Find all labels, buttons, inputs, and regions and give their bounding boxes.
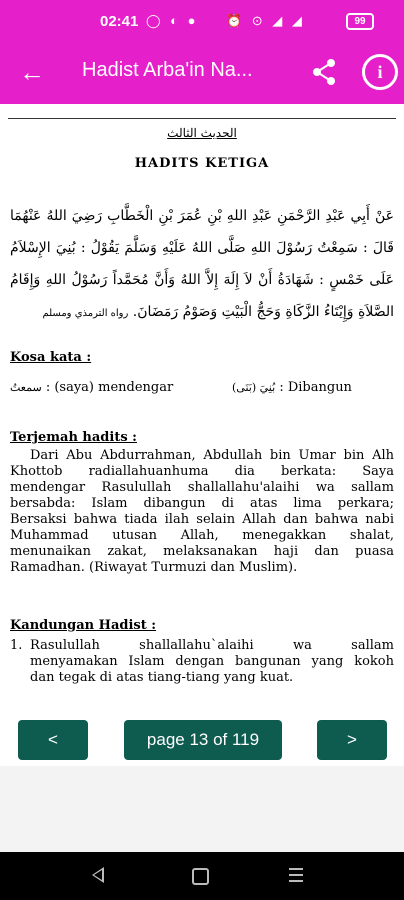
app-bar <box>0 42 404 104</box>
terjemah-heading: Terjemah hadits : <box>10 430 137 445</box>
kandungan-line: dan tegak di atas tiang-tiang yang kuat. <box>30 670 294 685</box>
vocab-meaning: : Dibangun <box>279 380 352 395</box>
kandungan-line: Rasulullah shallallahu`alaihi wa sallam <box>30 638 394 653</box>
empty-area <box>0 766 404 852</box>
info-icon[interactable]: i <box>362 54 398 90</box>
terjemah-line: Ramadhan. (Riwayat Turmuzi dan Muslim). <box>10 560 298 575</box>
nav-home-icon[interactable] <box>192 868 209 885</box>
page-indicator-button[interactable]: page 13 of 119 <box>124 720 282 760</box>
share-icon[interactable] <box>306 54 342 90</box>
arabic-narrator: رواه الترمذي ومسلم <box>42 308 129 319</box>
back-arrow-icon[interactable]: ← <box>19 57 45 87</box>
kandungan-list <box>10 638 394 686</box>
system-status-icons: ⏰ ⊙ ◢ ◢ <box>226 13 305 28</box>
terjemah-line: Bersaksi bahwa tiada ilah selain Allah dan bahwa nabi <box>10 512 394 527</box>
prev-page-button[interactable]: < <box>18 720 88 760</box>
arabic-hadith-body: عَنْ أَبِي عَبْدِ الرَّحْمَنِ عَبْدِ اللهِ بْنِ عُمَرَ بْنِ الْخَطَّابِ رَضِيَ اللهُ عَنْهُمَا قَالَ : سَمِعْتُ رَسُوْلَ اللهِ صَلَّى اللهُ عَلَيْهِ وَسَلَّمَ يَقُوْلُ : بُنِيَ الإِسْلاَمُ عَلَى خَمْسٍ : شَهَادَةُ أَنْ لاَ إِلَهَ إِلاَّ اللهُ وَأَنَّ مُحَمَّداً رَسُوْلُ اللهِ وَإِقَامُ الصَّلاَةِ وَإِيْتَاءُ الزَّكَاةِ وَحَجُّ الْبَيْتِ وَصَوْمُ رَمَضَانَ. <box>10 208 394 320</box>
status-time: 02:41 <box>100 13 139 30</box>
vocab-arabic: سمعتُ <box>10 381 42 394</box>
kandungan-heading: Kandungan Hadist : <box>10 618 157 633</box>
terjemah-line: Dari Abu Abdurrahman, Abdullah bin Umar bin Alh <box>30 448 394 463</box>
vocab-arabic: بُنِيَ (بَنَى) <box>232 381 276 394</box>
system-nav-bar <box>0 852 404 900</box>
kandungan-line: menyamakan Islam dengan bangunan yang kokoh <box>30 654 394 669</box>
battery-icon: 99 <box>346 13 374 30</box>
terjemah-line: Khottob radiallahuanhuma dia berkata: Saya <box>10 464 394 479</box>
arabic-hadith-text <box>10 200 394 330</box>
terjemah-line: menunaikan zakat, melaksanakan haji dan puasa <box>10 544 394 559</box>
list-number: 1. <box>10 638 23 653</box>
nav-recents-icon[interactable] <box>289 868 303 883</box>
next-page-button[interactable]: > <box>317 720 387 760</box>
kosa-kata-heading: Kosa kata : <box>10 350 92 365</box>
vocab-meaning: : (saya) mendengar <box>45 380 174 395</box>
terjemah-text <box>10 448 394 576</box>
app-title: Hadist Arba'in Na... <box>82 59 253 81</box>
terjemah-line: Muhammad utusan Allah, menegakkan shalat, <box>10 528 394 543</box>
terjemah-line: bersabda: Islam dibangun di atas lima perkara; <box>10 496 394 511</box>
hadith-title: HADITS KETIGA <box>134 156 270 171</box>
vocab-item <box>10 380 173 395</box>
arabic-hadith-heading: الحديث الثالث <box>167 126 237 140</box>
status-bar <box>0 0 404 42</box>
vocab-item <box>232 380 352 395</box>
nav-back-icon[interactable] <box>92 867 104 883</box>
hadith-page <box>0 104 404 766</box>
terjemah-line: mendengar Rasulullah shallallahu'alaihi wa sallam <box>10 480 394 495</box>
notification-icons: ◯ ◐ ● <box>146 13 199 28</box>
page-top-rule <box>8 118 396 119</box>
